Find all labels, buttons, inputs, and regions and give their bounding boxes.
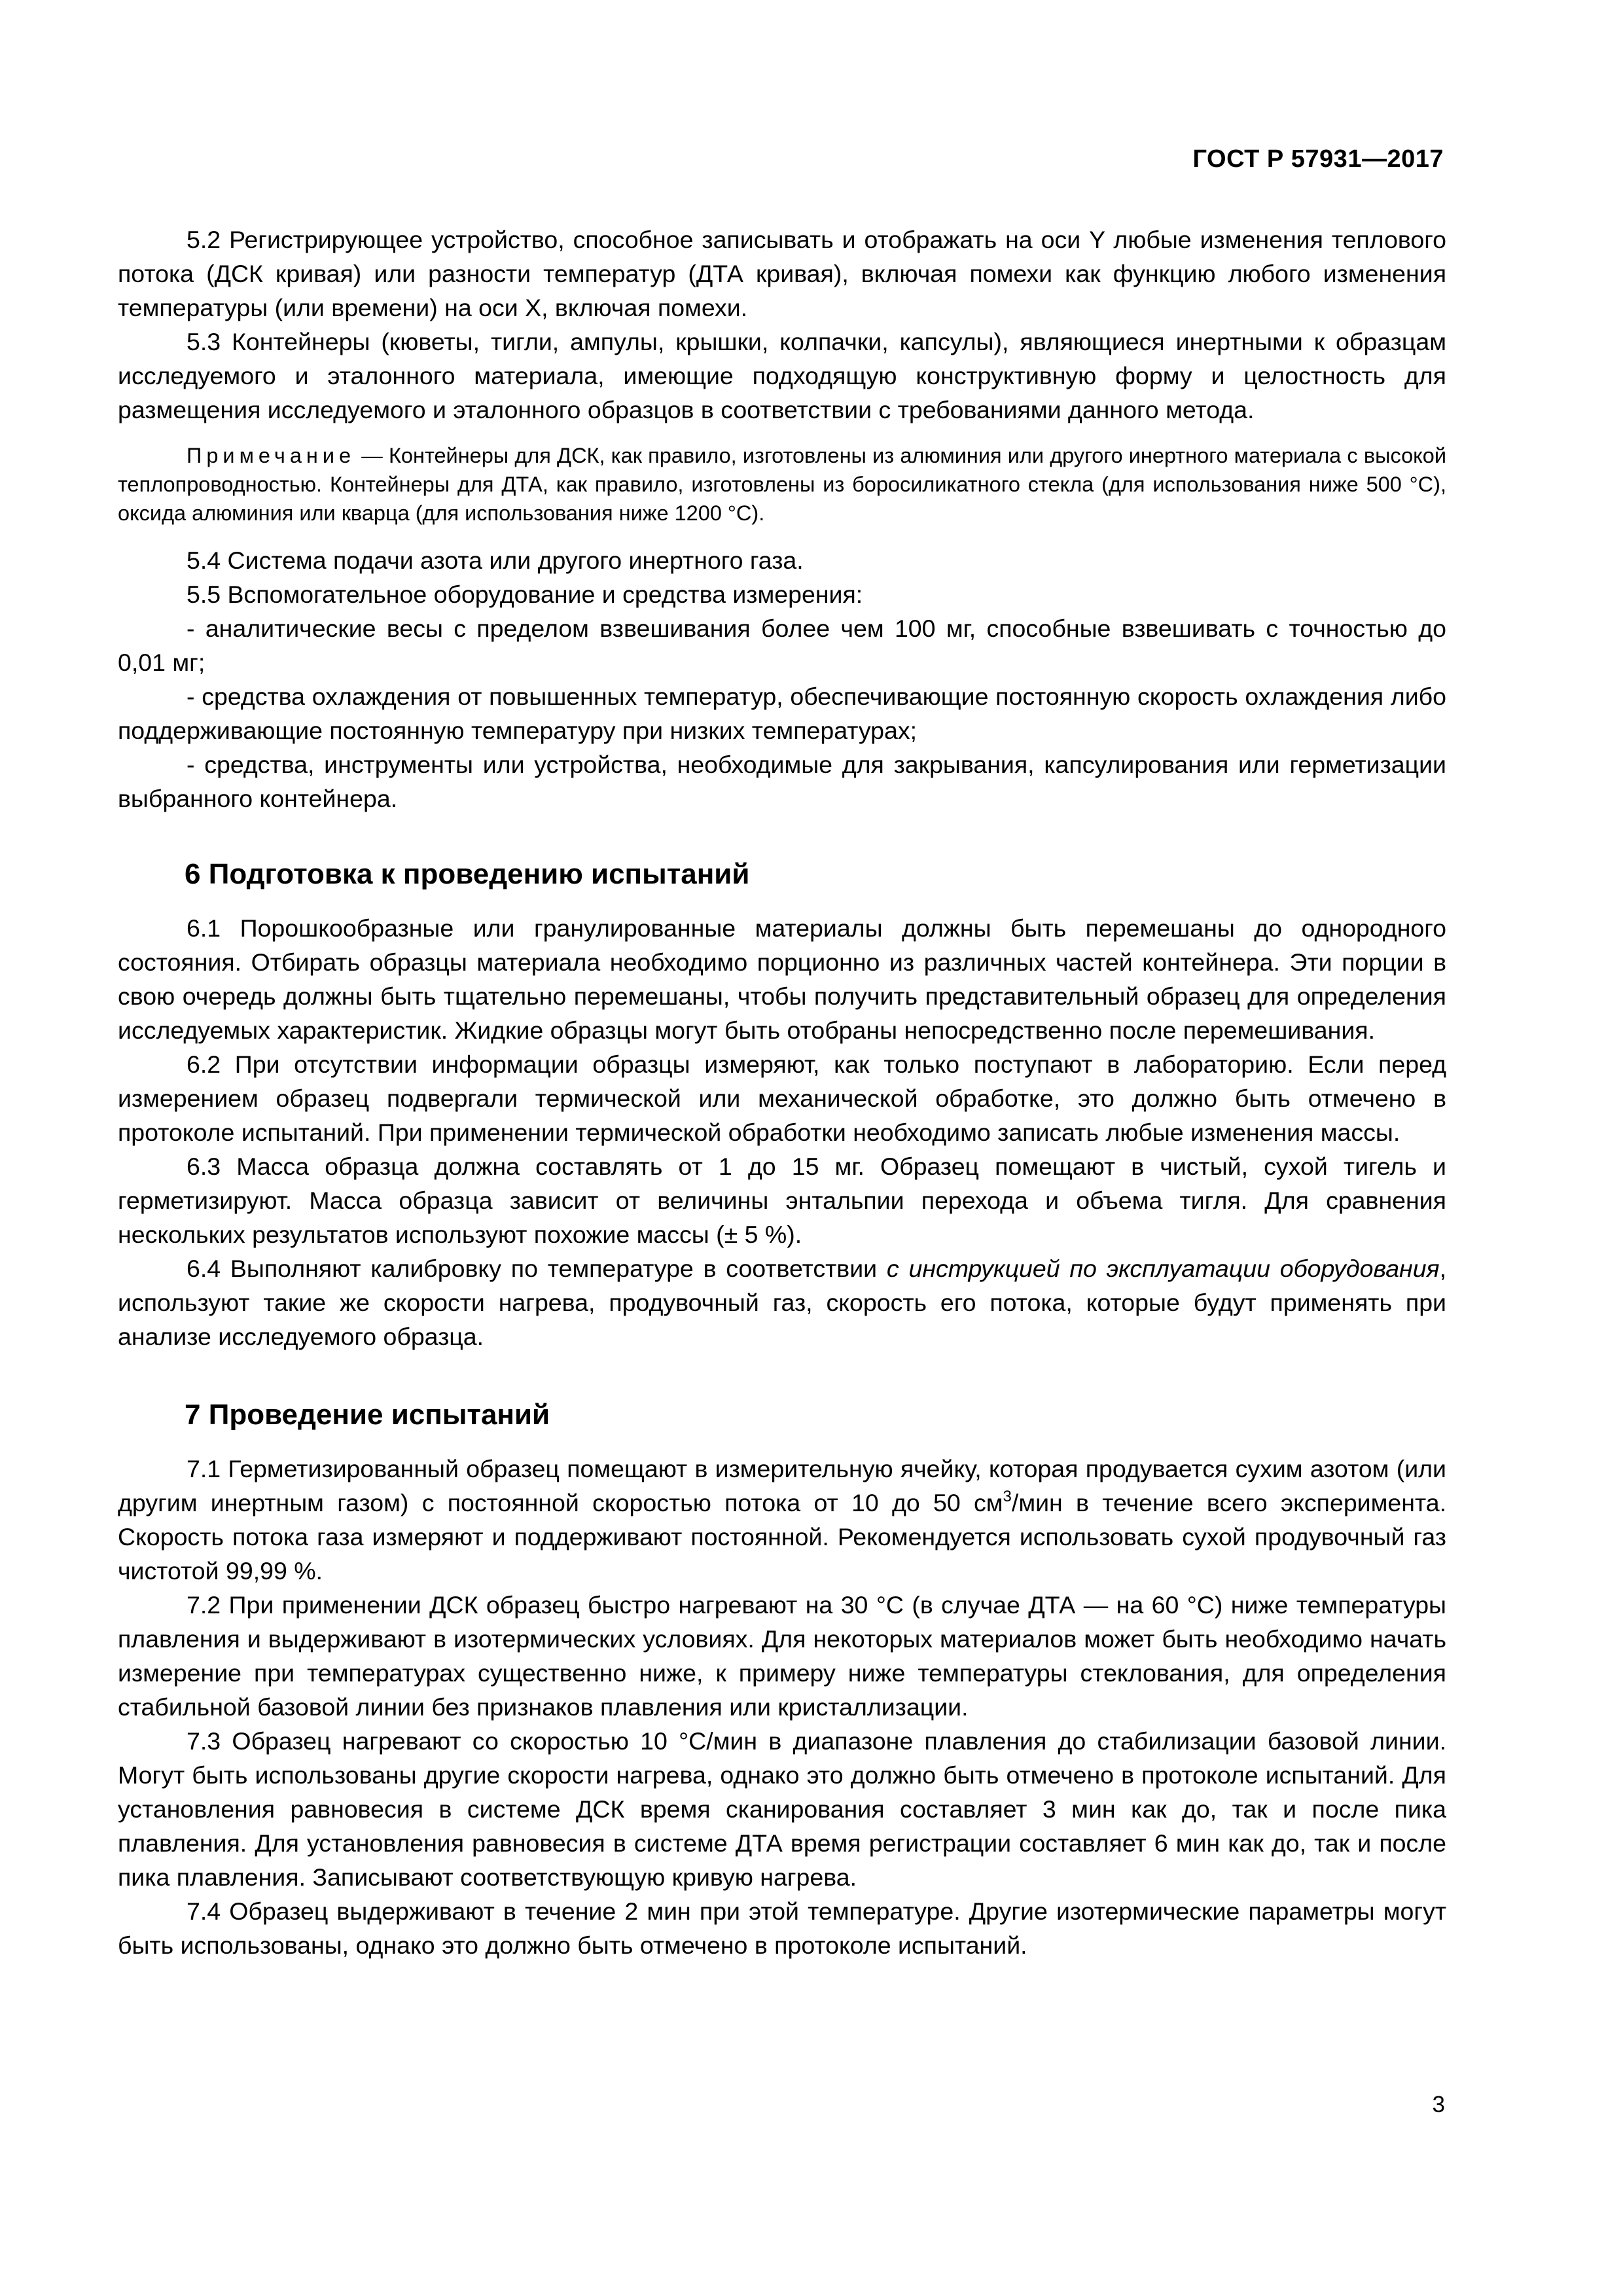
clause-6-1: 6.1 Порошкообразные или гранулированные материалы должны быть перемешаны до однородного состояния. Отбирать образцы материала необходимо порционно из различных частей контейнера. Эти порции в свою очередь должны быть тщательно перемешаны, чтобы получить представительный образец для определения исследуемых характеристик. Жидкие образцы могут быть отобраны непосредственно после перемешивания. bbox=[118, 914, 1446, 1044]
clause-6-3: 6.3 Масса образца должна составлять от 1 до 15 мг. Образец помещают в чистый, сухой тигель и герметизируют. Масса образца зависит от величины энтальпии перехода и объема тигля. Для сравнения нескольких результатов используют похожие массы (± 5 %). bbox=[118, 1153, 1446, 1248]
note-label: Примечание bbox=[187, 444, 356, 467]
clause-7-1 bbox=[118, 1452, 1446, 1588]
clause-5-5: 5.5 Вспомогательное оборудование и средства измерения: bbox=[187, 581, 863, 608]
clause-7-3: 7.3 Образец нагревают со скоростью 10 °С/мин в диапазоне плавления до стабилизации базовой линии. Могут быть использованы другие скорости нагрева, однако это должно быть отмечено в протоколе испытаний. Для установления равновесия в системе ДСК время сканирования составляет 3 мин как до, так и после пика плавления. Для установления равновесия в системе ДТА время регистрации составляет 6 мин как до, так и после пика плавления. Записывают соответствующую кривую нагрева. bbox=[118, 1727, 1446, 1891]
note-text: — Контейнеры для ДСК, как правило, изготовлены из алюминия или другого инертного материала с высокой теплопроводностью. Контейнеры для ДТА, как правило, изготовлены из боросиликатного стекла (для использования ниже 500 °С), оксида алюминия или кварца (для использования ниже 1200 °С). bbox=[118, 444, 1446, 525]
document-standard-id: ГОСТ Р 57931—2017 bbox=[1192, 145, 1444, 173]
clause-5-5-item-scales: - аналитические весы с пределом взвешивания более чем 100 мг, способные взвешивать с точностью до 0,01 мг; bbox=[118, 615, 1446, 676]
clause-7-2: 7.2 При применении ДСК образец быстро нагревают на 30 °С (в случае ДТА — на 60 °С) ниже температуры плавления и выдерживают в изотермических условиях. Для некоторых материалов может быть необходимо начать измерение при температурах существенно ниже, к примеру ниже температуры стеклования, для определения стабильной базовой линии без признаков плавления или кристаллизации. bbox=[118, 1591, 1446, 1721]
clause-5-5-item-cooling: - средства охлаждения от повышенных температур, обеспечивающие постоянную скорость охлаждения либо поддерживающие постоянную температуру при низких температурах; bbox=[118, 683, 1446, 744]
clause-5-5-item-sealing: - средства, инструменты или устройства, необходимые для закрывания, капсулирования или герметизации выбранного контейнера. bbox=[118, 751, 1446, 812]
clause-7-1-end: /мин в течение всего эксперимента. Скорость потока газа измеряют и поддерживают постоянной. Рекомендуется использовать сухой продувочный газ чистотой 99,99 %. bbox=[118, 1489, 1447, 1585]
section-6-heading: 6 Подготовка к проведению испытаний bbox=[185, 858, 750, 890]
clause-7-1-start: 7.1 Герметизированный образец помещают в измерительную ячейку, которая продувается сухим азотом (или другим инертным газом) с постоянной скоростью потока от 10 до 50 см bbox=[118, 1455, 1446, 1516]
clause-6-4-end: , используют такие же скорости нагрева, продувочный газ, скорость его потока, которые будут применять при анализе исследуемого образца. bbox=[118, 1255, 1447, 1350]
clause-5-2: 5.2 Регистрирующее устройство, способное записывать и отображать на оси Y любые изменения теплового потока (ДСК кривая) или разности температур (ДТА кривая), включая помехи как функцию любого изменения температуры (или времени) на оси X, включая помехи. bbox=[118, 226, 1446, 321]
clause-5-4: 5.4 Система подачи азота или другого инертного газа. bbox=[187, 547, 804, 574]
note bbox=[118, 441, 1446, 528]
clause-6-4 bbox=[118, 1251, 1446, 1354]
clause-6-4-emphasis: с инструкцией по эксплуатации оборудования bbox=[886, 1255, 1440, 1282]
clause-6-4-start: 6.4 Выполняют калибровку по температуре в соответствии bbox=[187, 1255, 887, 1282]
page-number: 3 bbox=[1432, 2092, 1445, 2117]
page-content bbox=[118, 223, 1446, 1962]
clause-7-4: 7.4 Образец выдерживают в течение 2 мин при этой температуре. Другие изотермические параметры могут быть использованы, однако это должно быть отмечено в протоколе испытаний. bbox=[118, 1897, 1446, 1959]
clause-5-3: 5.3 Контейнеры (кюветы, тигли, ампулы, крышки, колпачки, капсулы), являющиеся инертными к образцам исследуемого и эталонного материала, имеющие подходящую конструктивную форму и целостность для размещения исследуемого и эталонного образцов в соответствии с требованиями данного метода. bbox=[118, 328, 1446, 423]
clause-6-2: 6.2 При отсутствии информации образцы измеряют, как только поступают в лабораторию. Если перед измерением образец подвергали термической или механической обработке, это должно быть отмечено в протоколе испытаний. При применении термической обработки необходимо записать любые изменения массы. bbox=[118, 1050, 1446, 1146]
clause-7-1-superscript: 3 bbox=[1003, 1487, 1012, 1505]
section-7-heading: 7 Проведение испытаний bbox=[185, 1399, 550, 1431]
